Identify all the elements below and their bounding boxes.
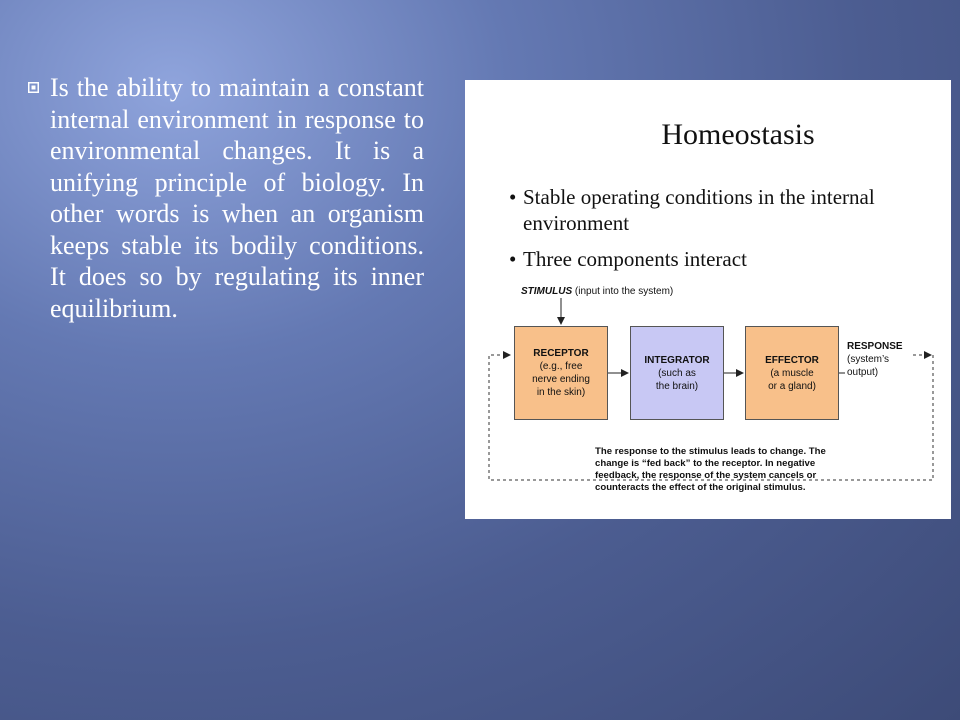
effector-name: EFFECTOR bbox=[765, 354, 819, 366]
slide-body-text: Is the ability to maintain a constant internal environment in response to environmental changes. It is a unifying principle of biology. In other words is when an organism keeps stable its bodily conditions. It does so by regulating its inner equilibrium. bbox=[50, 73, 424, 323]
stimulus-label bbox=[521, 286, 673, 297]
integrator-line-2: the brain) bbox=[655, 380, 699, 392]
stimulus-title: STIMULUS bbox=[521, 286, 573, 297]
effector-line-1: (a muscle bbox=[770, 367, 814, 379]
bullet-dot-icon: • bbox=[509, 185, 517, 209]
receptor-name: RECEPTOR bbox=[533, 348, 589, 359]
diagram-bullet-text: Three components interact bbox=[523, 247, 747, 271]
receptor-line-3: in the skin) bbox=[536, 387, 586, 398]
response-name: RESPONSE bbox=[847, 341, 903, 352]
receptor-line-2: nerve ending bbox=[532, 374, 590, 385]
stimulus-note: (input into the system) bbox=[574, 286, 674, 297]
response-line-2: output) bbox=[847, 367, 879, 378]
diagram-title: Homeostasis bbox=[661, 118, 815, 151]
integrator-line-1: (such as bbox=[658, 367, 696, 379]
bullet-dot-icon: • bbox=[509, 247, 517, 271]
effector-line-2: or a gland) bbox=[768, 380, 816, 392]
receptor-line-1: (e.g., free bbox=[539, 361, 583, 372]
slide-text-block bbox=[28, 72, 424, 324]
receptor-box bbox=[514, 326, 608, 420]
integrator-box bbox=[630, 326, 724, 420]
feedback-note: The response to the stimulus leads to change. The change is “fed back” to the receptor. In negative feedback, the response of the system cancels or counteracts the effect of the original stimulus. bbox=[595, 446, 826, 493]
square-bullet-icon bbox=[28, 82, 50, 93]
response-line-1: (system’s bbox=[847, 354, 890, 365]
homeostasis-diagram bbox=[465, 80, 951, 519]
integrator-name: INTEGRATOR bbox=[644, 354, 710, 366]
effector-box bbox=[745, 326, 839, 420]
diagram-bullet-text: Stable operating conditions in the internal environment bbox=[523, 185, 875, 235]
response-label bbox=[847, 340, 903, 379]
